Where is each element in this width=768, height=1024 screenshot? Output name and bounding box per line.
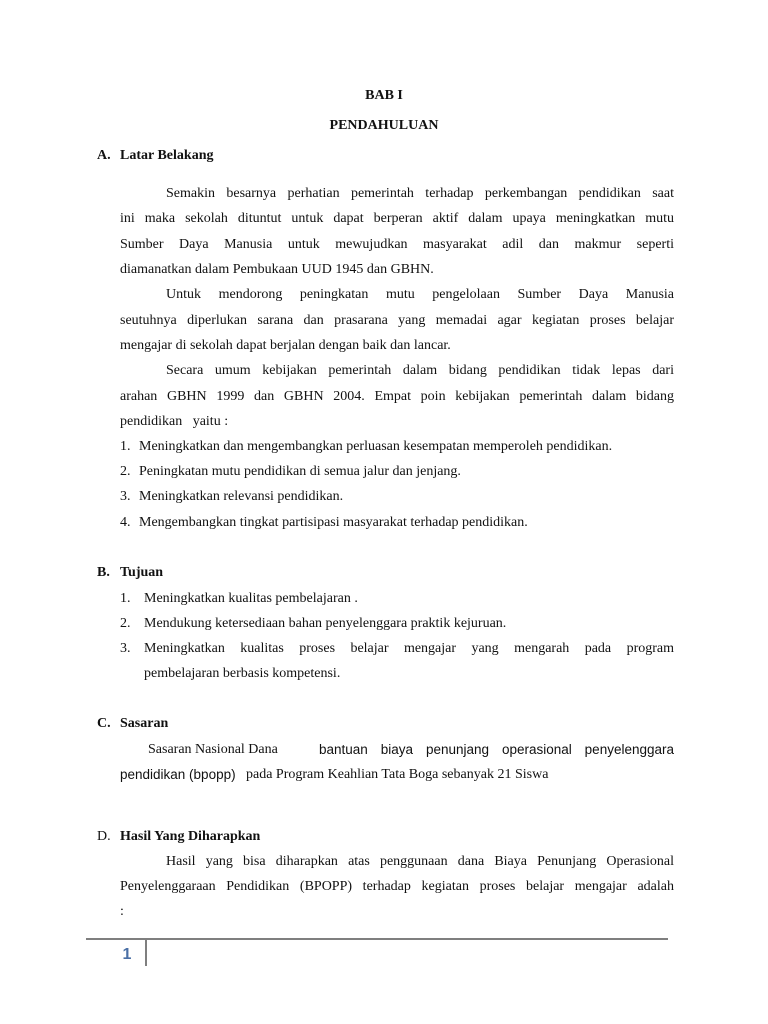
chapter-subtitle: PENDAHULUAN	[329, 118, 439, 133]
list-item: Meningkatkan kualitas proses belajar mengajar yang mengarah pada program	[144, 641, 674, 656]
list-number: 3.	[120, 641, 131, 656]
paragraph-line: ini maka sekolah dituntut untuk dapat berperan aktif dalam upaya meningkatkan mutu	[120, 211, 674, 226]
list-number: 4.	[120, 515, 131, 530]
section-b-heading: Tujuan	[120, 565, 164, 580]
paragraph-line: Penyelenggaraan Pendidikan (BPOPP) terhadap kegiatan proses belajar mengajar adalah	[120, 879, 674, 894]
page-number-divider	[145, 940, 147, 966]
section-a-letter: A.	[97, 148, 111, 163]
paragraph-line: Sumber Daya Manusia untuk mewujudkan masyarakat adil dan makmur seperti	[120, 237, 674, 252]
paragraph-line: Secara umum kebijakan pemerintah dalam bidang pendidikan tidak lepas dari	[166, 363, 674, 378]
paragraph-line: pada Program Keahlian Tata Boga sebanyak 21 Siswa	[246, 767, 549, 782]
footer-rule	[86, 938, 668, 940]
list-item: Mendukung ketersediaan bahan penyelenggara praktik kejuruan.	[144, 616, 507, 631]
list-item: Peningkatan mutu pendidikan di semua jalur dan jenjang.	[139, 464, 461, 479]
list-number: 1.	[120, 591, 131, 606]
paragraph-line: arahan GBHN 1999 dan GBHN 2004. Empat poin kebijakan pemerintah dalam bidang	[120, 389, 674, 404]
paragraph-line: Semakin besarnya perhatian pemerintah terhadap perkembangan pendidikan saat	[166, 186, 674, 201]
paragraph-line: Sasaran Nasional Dana	[148, 742, 278, 757]
list-item-continued: pembelajaran berbasis kompetensi.	[144, 666, 341, 681]
paragraph-line: seutuhnya diperlukan sarana dan prasarana yang memadai agar kegiatan proses belajar	[120, 313, 674, 328]
paragraph-line: Untuk mendorong peningkatan mutu pengelolaan Sumber Daya Manusia	[166, 287, 674, 302]
list-number: 1.	[120, 439, 131, 454]
section-d-letter: D.	[97, 829, 111, 844]
paragraph-line: pendidikan (bpopp)	[120, 767, 236, 782]
list-item: Meningkatkan relevansi pendidikan.	[139, 489, 344, 504]
section-a-heading: Latar Belakang	[120, 148, 214, 163]
section-d-heading: Hasil Yang Diharapkan	[120, 829, 261, 844]
paragraph-line: mengajar di sekolah dapat berjalan dengan baik dan lancar.	[120, 338, 451, 353]
list-item: Meningkatkan kualitas pembelajaran .	[144, 591, 358, 606]
list-number: 2.	[120, 464, 131, 479]
paragraph-line: Hasil yang bisa diharapkan atas penggunaan dana Biaya Penunjang Operasional	[166, 854, 674, 869]
list-item: Mengembangkan tingkat partisipasi masyarakat terhadap pendidikan.	[139, 515, 528, 530]
list-number: 3.	[120, 489, 131, 504]
list-number: 2.	[120, 616, 131, 631]
page-number: 1	[122, 946, 132, 963]
paragraph-line: diamanatkan dalam Pembukaan UUD 1945 dan GBHN.	[120, 262, 434, 277]
paragraph-line: :	[120, 904, 124, 919]
section-c-heading: Sasaran	[120, 716, 169, 731]
paragraph-line: pendidikan yaitu :	[120, 414, 229, 429]
section-c-letter: C.	[97, 716, 111, 731]
section-b-letter: B.	[97, 565, 110, 580]
chapter-title: BAB I	[365, 88, 403, 103]
list-item: Meningkatkan dan mengembangkan perluasan kesempatan memperoleh pendidikan.	[139, 439, 613, 454]
paragraph-line: bantuan biaya penunjang operasional penyelenggara	[319, 742, 674, 757]
